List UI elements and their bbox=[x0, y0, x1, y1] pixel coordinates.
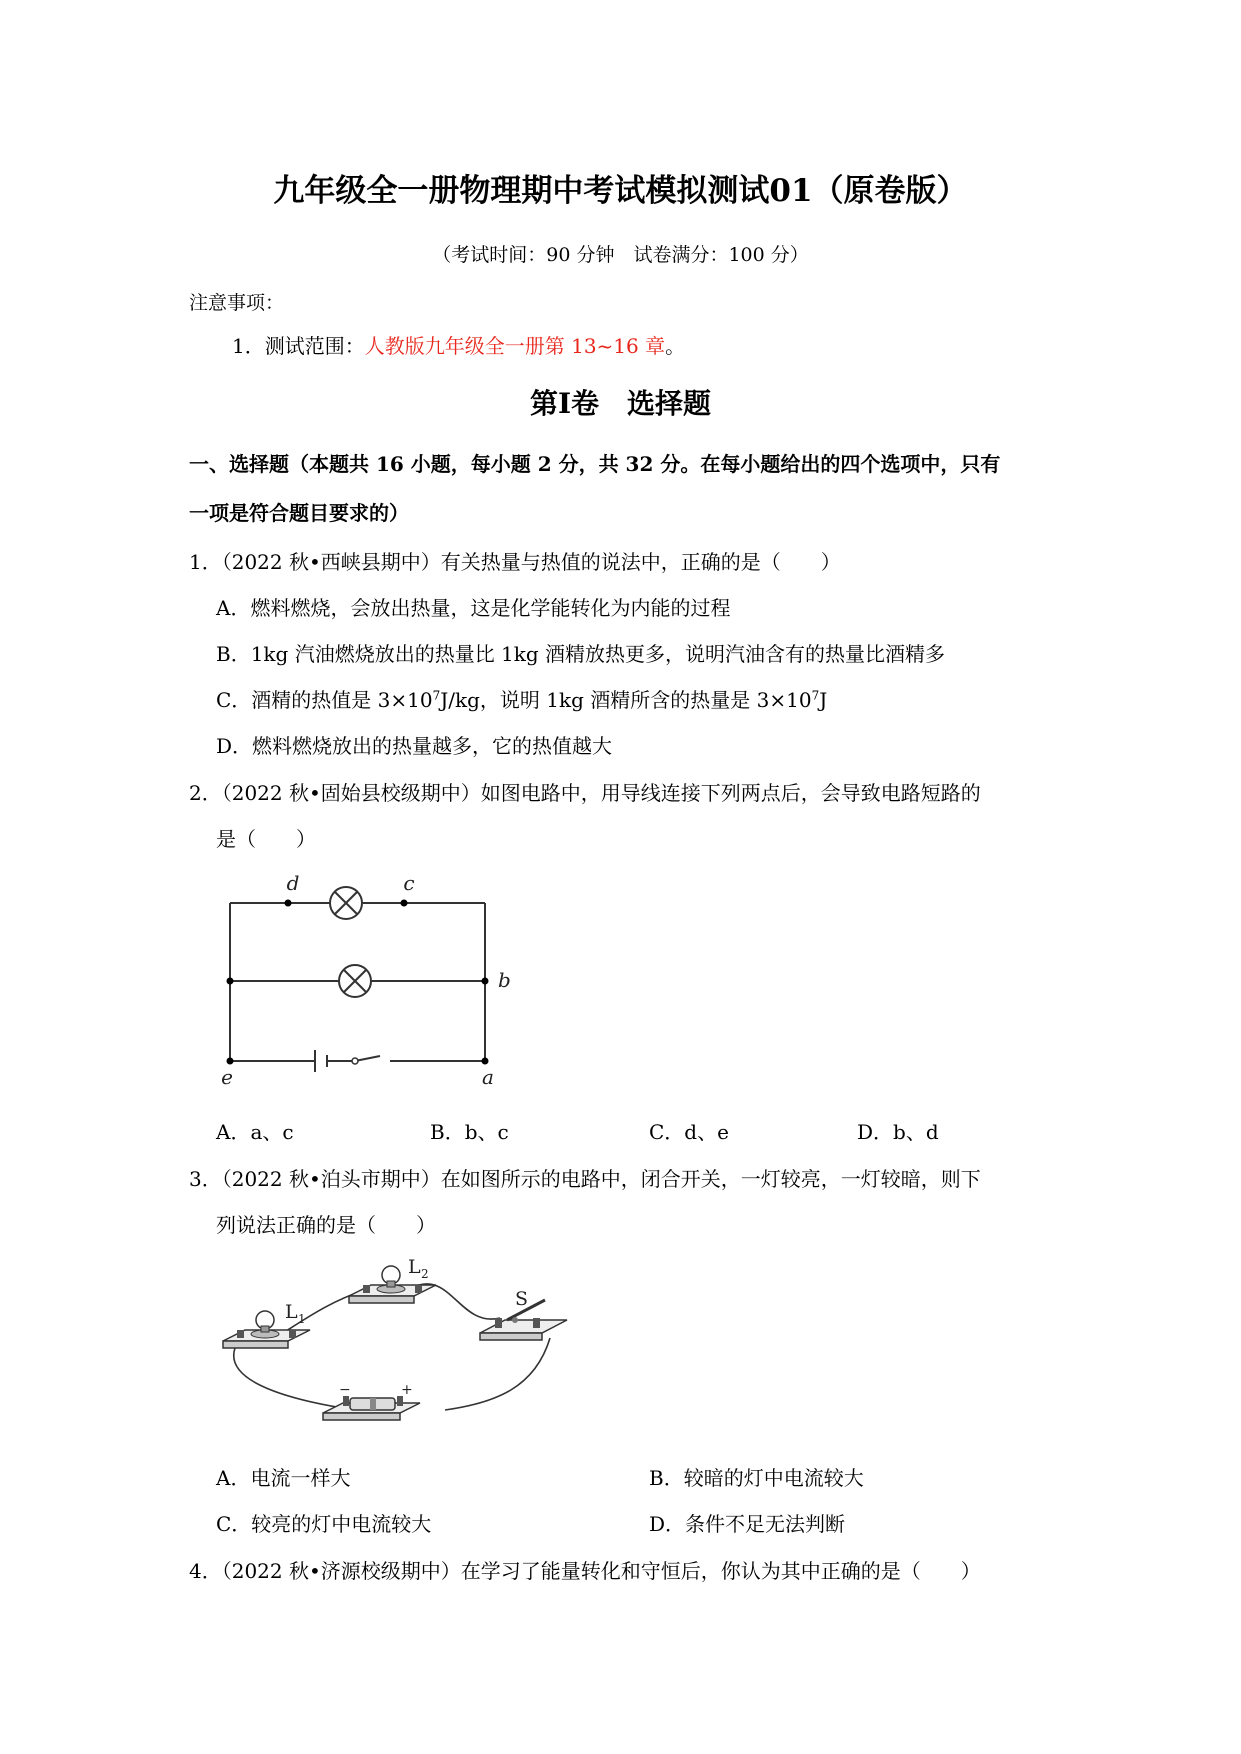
label-minus: − bbox=[339, 1382, 351, 1398]
question-1-option-c bbox=[216, 684, 827, 713]
q1c-exp1: 7 bbox=[432, 688, 441, 703]
note-item-1-scope: 人教版九年级全一册第 13~16 章 bbox=[364, 334, 666, 358]
node-a bbox=[482, 1058, 489, 1065]
label-a: a bbox=[482, 1065, 494, 1088]
question-3-option-c: C．较亮的灯中电流较大 bbox=[216, 1512, 432, 1536]
q1c-part3: J bbox=[819, 688, 828, 712]
section-heading-line-1: 一、选择题（本题共 16 小题，每小题 2 分，共 32 分。在每小题给出的四个选项中，只有 bbox=[189, 452, 1001, 476]
question-3-option-b: B．较暗的灯中电流较大 bbox=[649, 1466, 864, 1490]
node-c bbox=[401, 900, 408, 907]
question-1-option-d: D．燃料燃烧放出的热量越多，它的热值越大 bbox=[216, 734, 613, 758]
switch-contact bbox=[352, 1058, 358, 1064]
q1c-part2: J/kg，说明 1kg 酒精所含的热量是 3×10 bbox=[440, 688, 812, 712]
label-l1-sub: 1 bbox=[298, 1312, 306, 1326]
question-3-option-a: A．电流一样大 bbox=[216, 1466, 351, 1490]
node-left-middle bbox=[227, 978, 234, 985]
question-1-stem: 1．（2022 秋•西峡县期中）有关热量与热值的说法中，正确的是（ ） bbox=[189, 550, 841, 574]
node-e bbox=[227, 1058, 234, 1065]
question-3-stem-line-2: 列说法正确的是（ ） bbox=[216, 1213, 436, 1237]
question-4-stem: 4．（2022 秋•济源校级期中）在学习了能量转化和守恒后，你认为其中正确的是（ ） bbox=[189, 1559, 981, 1583]
question-3-circuit-illustration bbox=[215, 1248, 575, 1438]
label-s: S bbox=[515, 1288, 529, 1310]
battery-symbol bbox=[315, 1050, 327, 1072]
section-heading-line-2: 一项是符合题目要求的） bbox=[189, 501, 409, 525]
battery-board bbox=[323, 1396, 420, 1420]
page-title: 九年级全一册物理期中考试模拟测试01（原卷版） bbox=[273, 173, 968, 209]
label-plus: + bbox=[401, 1382, 413, 1398]
exam-info: （考试时间：90 分钟 试卷满分：100 分） bbox=[432, 244, 809, 266]
node-b bbox=[482, 978, 489, 985]
label-b: b bbox=[498, 968, 511, 992]
question-2-option-b: B．b、c bbox=[430, 1120, 509, 1144]
node-d bbox=[285, 900, 292, 907]
question-3-stem-line-1: 3．（2022 秋•泊头市期中）在如图所示的电路中，闭合开关，一灯较亮，一灯较暗，则下 bbox=[189, 1167, 981, 1191]
q1c-part1: C．酒精的热值是 3×10 bbox=[216, 688, 433, 712]
question-1-option-a: A．燃料燃烧，会放出热量，这是化学能转化为内能的过程 bbox=[216, 596, 731, 620]
note-item-1 bbox=[232, 330, 685, 359]
question-1-option-b: B．1kg 汽油燃烧放出的热量比 1kg 酒精放热更多，说明汽油含有的热量比酒精多 bbox=[216, 642, 946, 666]
section-title: 第Ⅰ卷 选择题 bbox=[529, 387, 712, 420]
lamp-top bbox=[330, 887, 362, 919]
label-l2-sub: 2 bbox=[421, 1267, 429, 1281]
notes-heading: 注意事项： bbox=[189, 292, 285, 314]
note-item-1-prefix: 1．测试范围： bbox=[232, 334, 365, 358]
question-2-option-c: C．d、e bbox=[649, 1120, 729, 1144]
lamp-middle bbox=[339, 965, 371, 997]
label-l2: L bbox=[408, 1256, 421, 1278]
question-2-option-a: A．a、c bbox=[216, 1120, 294, 1144]
label-l1: L bbox=[285, 1301, 298, 1323]
question-2-option-d: D．b、d bbox=[857, 1120, 939, 1144]
question-2-stem-line-2: 是（ ） bbox=[216, 827, 316, 851]
label-d: d bbox=[286, 871, 300, 895]
question-3-option-d: D．条件不足无法判断 bbox=[649, 1512, 846, 1536]
label-c: c bbox=[403, 871, 415, 895]
q1c-exp2: 7 bbox=[811, 688, 820, 703]
label-e: e bbox=[221, 1065, 233, 1088]
question-2-stem-line-1: 2．（2022 秋•固始县校级期中）如图电路中，用导线连接下列两点后，会导致电路短路的 bbox=[189, 781, 981, 805]
note-item-1-suffix: 。 bbox=[665, 334, 686, 358]
question-2-circuit-diagram bbox=[215, 868, 525, 1088]
